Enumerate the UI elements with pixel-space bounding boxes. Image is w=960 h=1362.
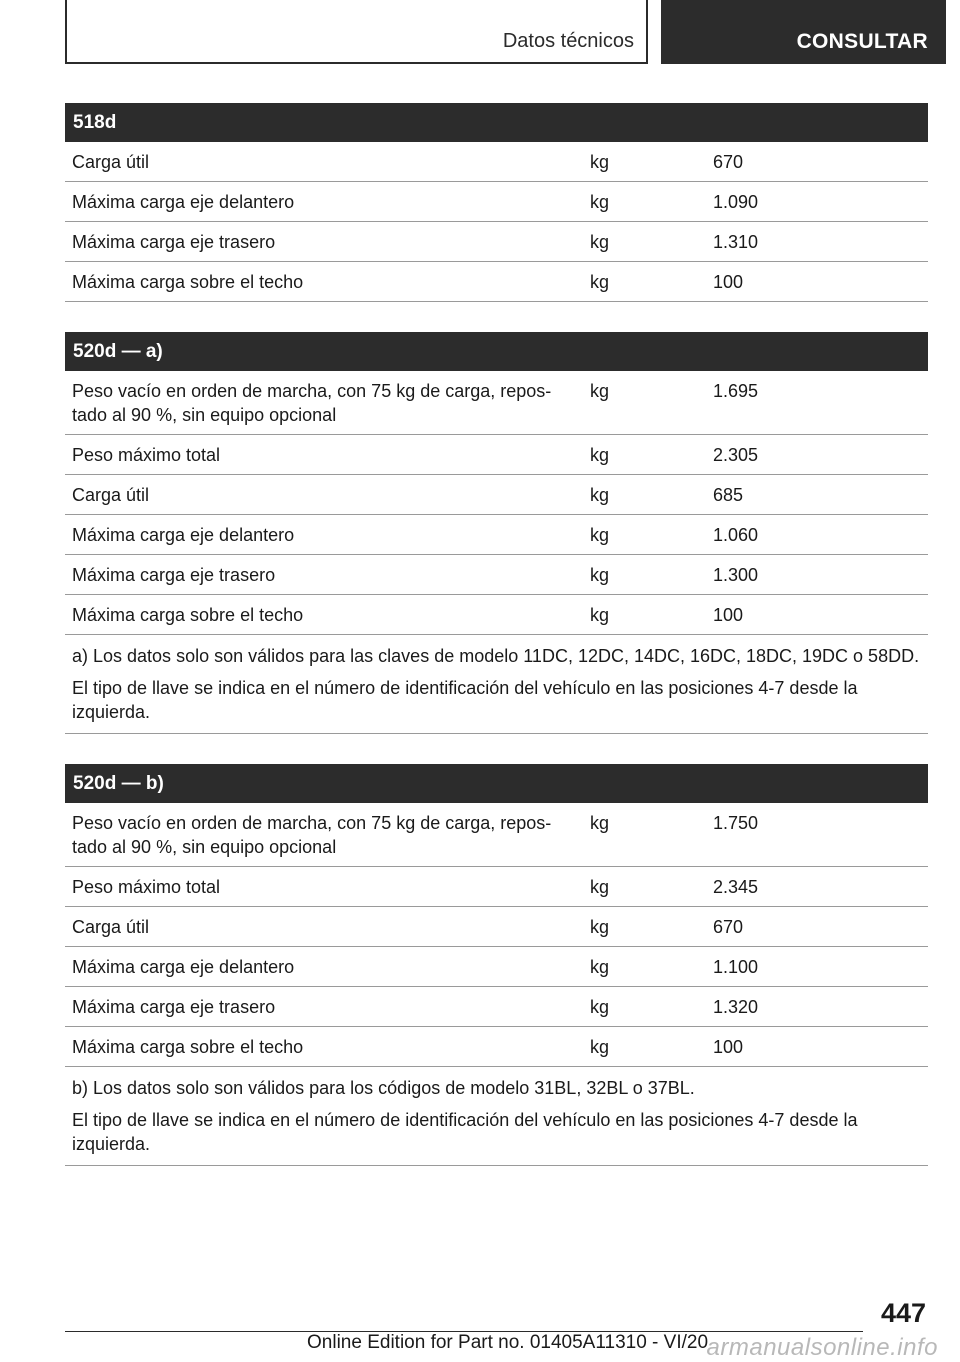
spec-table <box>65 103 928 302</box>
row-label: Máxima carga eje trasero <box>72 232 276 252</box>
table-row <box>65 222 928 262</box>
row-label: Máxima carga eje delantero <box>72 525 295 545</box>
header-section-box <box>65 0 648 64</box>
consultar-tab[interactable]: CONSULTAR <box>661 0 946 64</box>
footer-edition-text: Online Edition for Part no. 01405A11310 - VI/20 <box>307 1332 709 1353</box>
row-value: 685 <box>713 485 744 505</box>
row-label: Peso vacío en orden de marcha, con 75 kg de carga, repos-tado al 90 %, sin equipo opcional <box>72 813 552 857</box>
table-row <box>65 803 928 867</box>
section-title: Datos técnicos <box>502 30 634 52</box>
page-number: 447 <box>880 1298 926 1328</box>
row-value: 100 <box>713 272 744 292</box>
row-value: 1.300 <box>713 565 759 585</box>
row-label: Carga útil <box>72 917 150 937</box>
row-value: 1.100 <box>713 957 759 977</box>
table-row <box>65 142 928 182</box>
table-row <box>65 262 928 302</box>
table-row <box>65 515 928 555</box>
table-row <box>65 987 928 1027</box>
watermark: armanualsonline.info <box>706 1334 938 1361</box>
table-title: 518d <box>65 103 928 142</box>
row-label: Peso máximo total <box>72 445 221 465</box>
spec-table <box>65 764 928 1166</box>
row-unit: kg <box>590 381 610 401</box>
row-value: 1.750 <box>713 813 759 833</box>
row-unit: kg <box>590 1037 610 1057</box>
row-label: Máxima carga eje delantero <box>72 957 295 977</box>
row-label: Máxima carga sobre el techo <box>72 272 304 292</box>
row-unit: kg <box>590 605 610 625</box>
table-row <box>65 1027 928 1067</box>
row-value: 1.695 <box>713 381 759 401</box>
table-notes <box>65 635 928 734</box>
row-value: 1.090 <box>713 192 759 212</box>
table-row <box>65 867 928 907</box>
row-unit: kg <box>590 485 610 505</box>
table-title: 520d — b) <box>65 764 928 803</box>
row-unit: kg <box>590 445 610 465</box>
row-unit: kg <box>590 192 610 212</box>
row-label: Máxima carga sobre el techo <box>72 605 304 625</box>
row-label: Peso vacío en orden de marcha, con 75 kg de carga, repos-tado al 90 %, sin equipo opcional <box>72 381 552 425</box>
row-label: Máxima carga eje delantero <box>72 192 295 212</box>
footnote: El tipo de llave se indica en el número de identificación del vehículo en las posiciones 4-7 desde la izquierda. <box>72 1110 858 1154</box>
row-value: 1.310 <box>713 232 759 252</box>
footnote: b) Los datos solo son válidos para los códigos de modelo 31BL, 32BL o 37BL. <box>72 1078 695 1098</box>
table-row <box>65 475 928 515</box>
table-row <box>65 947 928 987</box>
table-row <box>65 555 928 595</box>
technical-data-content <box>65 103 928 1196</box>
row-value: 2.305 <box>713 445 759 465</box>
row-label: Máxima carga sobre el techo <box>72 1037 304 1057</box>
row-label: Máxima carga eje trasero <box>72 997 276 1017</box>
row-label: Máxima carga eje trasero <box>72 565 276 585</box>
row-unit: kg <box>590 877 610 897</box>
footnote: El tipo de llave se indica en el número de identificación del vehículo en las posiciones 4-7 desde la izquierda. <box>72 678 858 722</box>
row-value: 1.060 <box>713 525 759 545</box>
row-value: 670 <box>713 917 744 937</box>
row-value: 100 <box>713 1037 744 1057</box>
row-unit: kg <box>590 813 610 833</box>
row-label: Peso máximo total <box>72 877 221 897</box>
table-row <box>65 907 928 947</box>
table-row <box>65 595 928 635</box>
row-label: Carga útil <box>72 485 150 505</box>
table-row <box>65 435 928 475</box>
row-unit: kg <box>590 917 610 937</box>
table-row <box>65 371 928 435</box>
row-value: 1.320 <box>713 997 759 1017</box>
table-title: 520d — a) <box>65 332 928 371</box>
row-unit: kg <box>590 152 610 172</box>
row-unit: kg <box>590 232 610 252</box>
row-value: 2.345 <box>713 877 759 897</box>
row-value: 670 <box>713 152 744 172</box>
row-label: Carga útil <box>72 152 150 172</box>
table-notes <box>65 1067 928 1166</box>
row-unit: kg <box>590 272 610 292</box>
row-unit: kg <box>590 565 610 585</box>
row-unit: kg <box>590 997 610 1017</box>
row-unit: kg <box>590 957 610 977</box>
footnote: a) Los datos solo son válidos para las claves de modelo 11DC, 12DC, 14DC, 16DC, 18DC, 19DC o 58DD. <box>72 646 920 666</box>
spec-table <box>65 332 928 734</box>
table-row <box>65 182 928 222</box>
row-unit: kg <box>590 525 610 545</box>
row-value: 100 <box>713 605 744 625</box>
